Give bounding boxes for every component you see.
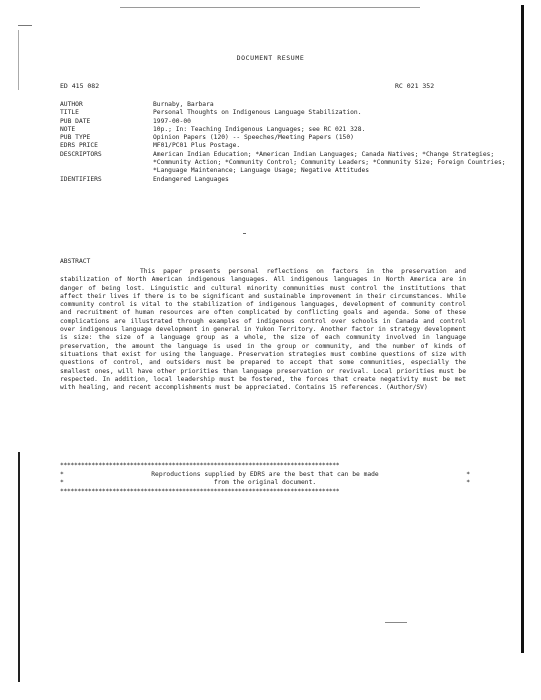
metadata-fields xyxy=(60,101,515,184)
scan-artifact-mark xyxy=(243,233,246,234)
field-label: DESCRIPTORS xyxy=(60,150,102,158)
abstract-text: This paper presents personal reflections on factors in the preservation and stabilization of North American indigenous languages. All indigenous languages in North America are in danger of being lost. Linguistic and cultural minority communities must control the institutions that affect their lives if there is to be significant and sustainable improvement in their circumstances. While community control is vital to the stabilization of indigenous languages, development of community control and recruitment of human resources are often complicated by conflicting goals and agenda. Some of these complications are illustrated through examples of indigenous control over schools in Canada and control over indigenous language development in general in Yukon Territory. Another factor in strategy development is size: the size of a language group as a whole, the size of each community involved in language preservation, the amount the language is used in the group or community, and the number of kinds of situations that exist for using the language. Preservation strategies must combine questions of size with questions of control, and outsiders must be prepared to accept that some communities, especially the smallest ones, will have other priorities than language preservation or revival. Local priorities must be respected. In addition, local leadership must be fostered, the forces that create negativity must be met with healing, and recent accomplishments must be appreciated. Contains 15 references. (Author/SV) xyxy=(60,268,466,392)
scan-artifact-line xyxy=(385,622,407,623)
scan-artifact-dash xyxy=(18,25,32,26)
abstract-label: ABSTRACT xyxy=(60,258,91,265)
bullet-right: * xyxy=(466,470,470,478)
field-label: IDENTIFIERS xyxy=(60,175,102,183)
field-label: PUB DATE xyxy=(60,117,91,125)
rc-number: RC 021 352 xyxy=(395,82,435,90)
field-note xyxy=(60,126,515,134)
field-pub-type xyxy=(60,134,515,142)
field-label: NOTE xyxy=(60,125,76,133)
field-identifiers xyxy=(60,176,515,184)
field-value: 10p.; In: Teaching Indigenous Languages; see RC 021 328. xyxy=(153,125,366,133)
star-border-top: ******************************************************************************** xyxy=(60,462,340,469)
field-value: Burnaby, Barbara xyxy=(153,101,214,108)
field-title xyxy=(60,109,515,117)
ed-number: ED 415 082 xyxy=(60,82,100,90)
reproduction-text-2: from the original document. xyxy=(213,479,317,486)
field-label: PUB TYPE xyxy=(60,134,91,142)
field-pub-date xyxy=(60,118,515,126)
bullet-right: * xyxy=(466,479,470,486)
field-value: Opinion Papers (120) -- Speeches/Meeting Papers (150) xyxy=(153,134,354,142)
field-descriptors xyxy=(60,151,515,176)
scan-edge-left xyxy=(18,452,20,682)
field-value: American Indian Education; *American Indian Languages; Canada Natives; *Change Strategies; *Community Action; *Community Control; Community Leaders; *Community Size; Foreign Countries; *Language Maintenance; Language Usage; Negative Attitudes xyxy=(153,150,506,175)
reproduction-line-2 xyxy=(60,479,470,488)
field-edrs-price xyxy=(60,142,515,150)
reproduction-line-1 xyxy=(60,471,470,480)
field-label: TITLE xyxy=(60,109,79,117)
scan-artifact-top xyxy=(120,7,420,8)
field-value: Personal Thoughts on Indigenous Language Stabilization. xyxy=(153,109,362,117)
field-value: 1997-00-00 xyxy=(153,117,191,125)
field-author xyxy=(60,101,515,109)
field-value: Endangered Languages xyxy=(153,175,229,183)
reproduction-text-1: Reproductions supplied by EDRS are the best that can be made xyxy=(151,470,379,478)
bullet-left: * xyxy=(60,470,64,478)
field-label: AUTHOR xyxy=(60,101,83,108)
star-border-bottom: ******************************************************************************** xyxy=(60,487,340,495)
field-label: EDRS PRICE xyxy=(60,142,98,150)
reproduction-notice xyxy=(60,462,470,496)
document-title: DOCUMENT RESUME xyxy=(236,54,305,62)
bullet-left: * xyxy=(60,479,64,486)
field-value: MF01/PC01 Plus Postage. xyxy=(153,142,241,150)
scan-edge-right xyxy=(521,5,524,653)
